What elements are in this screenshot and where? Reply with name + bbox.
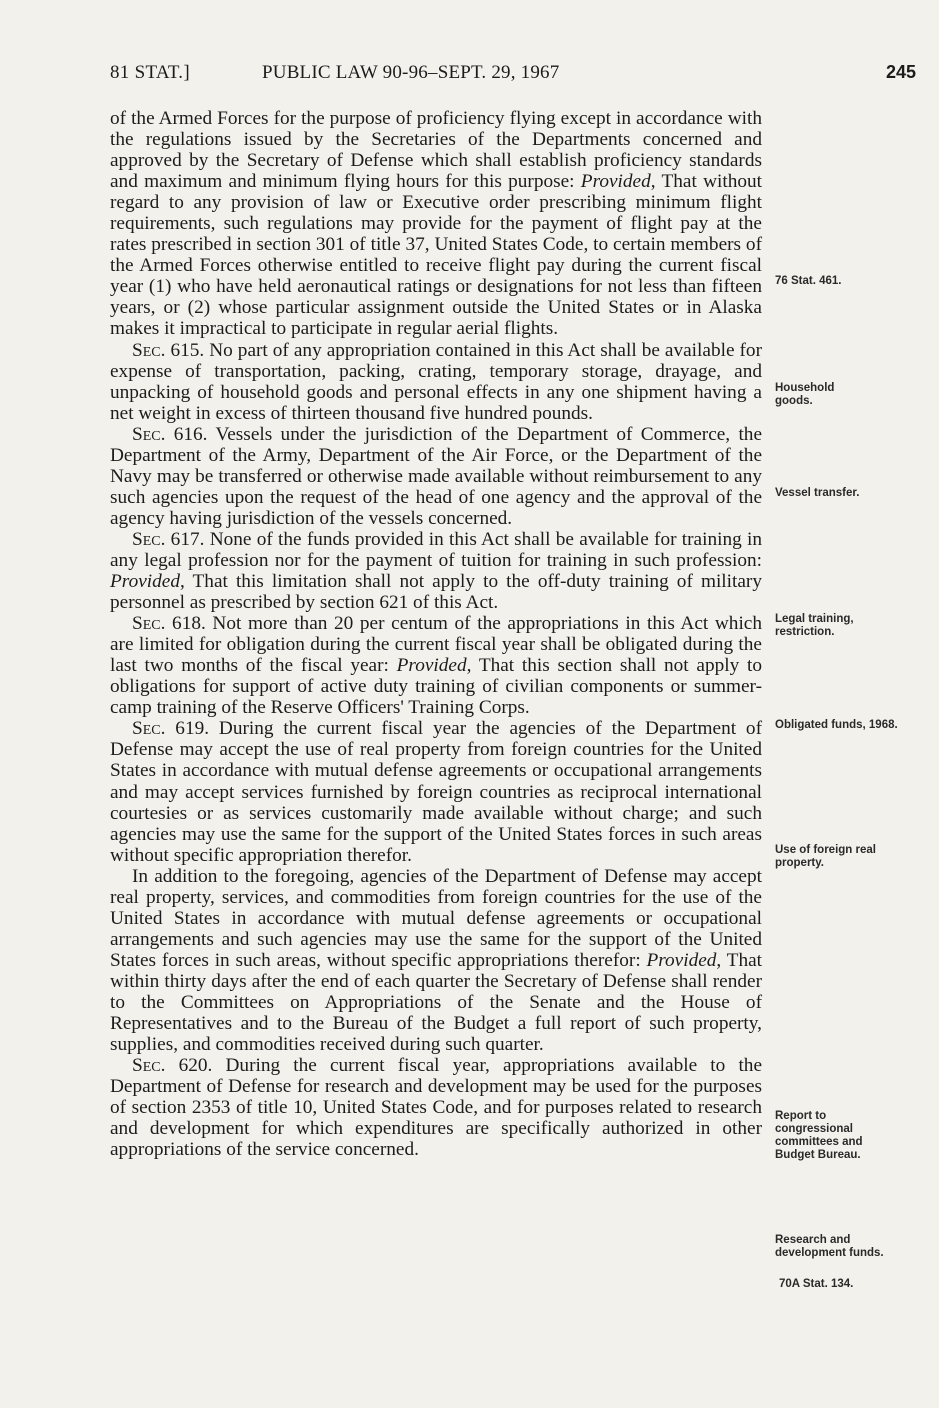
paragraph-sec-617 (110, 529, 762, 613)
text-run: , That within thirty days after the end of each quarter the Secretary of Defense shall render to the Committees on Appropriations of the Senate and the House of Representatives and to the Bureau of the Budget a full report of such property, supplies, and commodities received during such quarter. (110, 949, 762, 1056)
margin-note-stat-461: 76 Stat. 461. (775, 275, 842, 287)
paragraph-sec-619 (110, 718, 762, 865)
page-number: 245 (885, 62, 916, 82)
paragraph-sec-619-continued (110, 866, 762, 1055)
margin-note-report-to-committees: Report to congressional committees and Budget Bureau. (775, 1110, 863, 1161)
text-run: Vessels under the jurisdiction of the Department of Commerce, the Department of the Army, Department of the Air Force, or the Department of the Navy may be transferred or otherwise made available without reimbursement to any such agencies upon the request of the head of one agency and the approval of the agency having jurisdiction of the vessels concerned. (110, 423, 762, 529)
section-number: Sec. 615. (132, 339, 205, 361)
section-number: Sec. 618. (132, 613, 206, 635)
text-run: During the current fiscal year the agencies of the Department of Defense may accept the use of real property from foreign countries for the United States in accordance with mutual defense agreements or occupational arrangements and may accept services furnished by foreign countries as reciprocal international courtesies or as services customarily made available without charge; and such agencies may use the same for the support of the United States forces in such areas without specific appropriation therefor. (110, 718, 762, 866)
section-number: Sec. 620. (132, 1055, 213, 1077)
margin-note-obligated-funds: Obligated funds, 1968. (775, 719, 898, 731)
text-run: In addition to the foregoing, agencies of the Department of Defense may accept real property, services, and commodities from foreign countries for the use of the United States in accordance with mutual defense agreements or occupational arrangements and such agencies may use the same for the support of the United States forces in such areas, without specific appropriations therefor: (110, 865, 762, 971)
proviso-keyword: Provided (646, 949, 717, 971)
text-run: , That this section shall not apply to obligations for support of active duty training of civilian components or summer-camp training of the Reserve Officers' Training Corps. (110, 655, 762, 719)
proviso-keyword: Provided (580, 171, 651, 193)
margin-note-household-goods: Household goods. (775, 382, 835, 407)
margin-note-vessel-transfer: Vessel transfer. (775, 487, 860, 499)
paragraph-sec-618 (110, 613, 762, 718)
section-number: Sec. 619. (132, 718, 210, 740)
main-text (110, 108, 762, 1160)
proviso-keyword: Provided (110, 571, 180, 593)
text-run: None of the funds provided in this Act shall be available for training in any legal profession nor for the payment of tuition for training in such profession: (110, 528, 763, 571)
text-run: of the Armed Forces for the purpose of proficiency flying except in accordance with the regulations issued by the Secretaries of the Departments concerned and approved by the Secretary of Defense which shall establish proficiency standards and maximum and minimum flying hours for this purpose: (110, 108, 762, 193)
section-number: Sec. 616. (132, 423, 208, 445)
paragraph-sec-620 (110, 1055, 762, 1160)
paragraph-sec-616 (110, 424, 762, 529)
text-run: Not more than 20 per centum of the appropriations in this Act which are limited for obligation during the current fiscal year shall be obligated during the last two months of the fiscal year: (110, 613, 762, 677)
paragraph-sec-615 (110, 340, 762, 424)
stat-reference: 81 STAT.] (110, 62, 190, 83)
paragraph (110, 108, 762, 340)
margin-note-stat-134: 70A Stat. 134. (779, 1278, 854, 1290)
section-number: Sec. 617. (132, 528, 205, 550)
law-title: PUBLIC LAW 90-96–SEPT. 29, 1967 (262, 62, 560, 83)
page-header (110, 62, 916, 90)
text-run: During the current fiscal year, appropriations available to the Department of Defense for research and development may be used for the purposes of section 2353 of title 10, United States Code, and for purposes related to research and development for which expenditures are specifically authorized in other appropriations of the service concerned. (110, 1055, 763, 1161)
text-run: , That without regard to any provision of law or Executive order prescribing minimum flight requirements, such regulations may provide for the payment of flight pay at the rates prescribed in section 301 of title 37, United States Code, to certain members of the Armed Forces otherwise entitled to receive flight pay during the current fiscal year (1) who have held aeronautical ratings or designations for not less than fifteen years, or (2) whose particular assignment outside the United States or in Alaska makes it impractical to participate in regular aerial flights. (110, 171, 762, 340)
margin-note-legal-training: Legal training, restriction. (775, 613, 854, 638)
margin-note-foreign-real-property: Use of foreign real property. (775, 844, 876, 869)
text-run: , That this limitation shall not apply to the off-duty training of military personnel as prescribed by section 621 of this Act. (110, 571, 762, 614)
margin-note-research-funds: Research and development funds. (775, 1234, 884, 1259)
text-run: No part of any appropriation contained in this Act shall be available for expense of transportation, packing, crating, temporary storage, drayage, and unpacking of household goods and personal effects in any one shipment having a net weight in excess of thirteen thousand five hundred pounds. (110, 339, 762, 424)
proviso-keyword: Provided (396, 655, 467, 677)
